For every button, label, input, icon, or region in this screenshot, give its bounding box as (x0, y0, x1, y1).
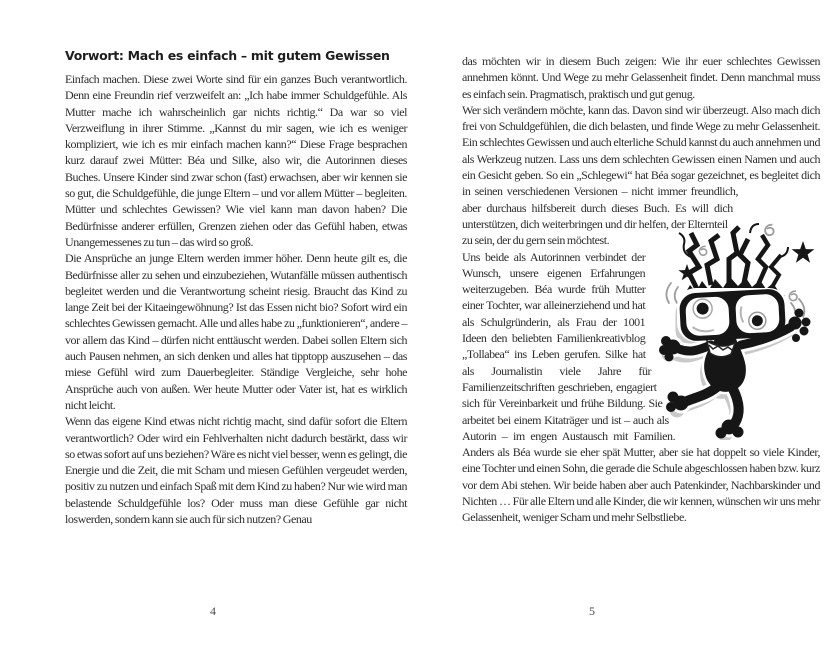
body-paragraph: das möchten wir in diesem Buch zeigen: Wie ihr euer schlechtes Gewissen annehmen könnt. Und Wege zu mehr Gelassenheit findet. Denn manchmal muss es einfach sein. Pragmatisch, praktisch und gut genug. (462, 54, 820, 101)
body-paragraph: Wenn das eigene Kind etwas nicht richtig macht, sind dafür sofort die Eltern verantwortlich? Oder wird ein Fehlverhalten nicht dadurch bestärkt, dass wir so etwas sofort auf uns beziehen? Wäre es nicht viel besser, wenn es gelingt, die Energie und die Zeit, die mit Scham und miesen Gefühlen vergeudet werden, positiv zu nutzen und einfach Spaß mit dem Kind zu haben? Nur wie wird man belastende Schuldgefühle los? Oder muss man diese Gefühle gar nicht loswerden, sondern kann sie auch für sich nutzen? Genau (65, 414, 407, 527)
body-paragraph: Wer sich verändern möchte, kann das. Davon sind wir überzeugt. Also mach dich frei von Schuldgefühlen, die dich belasten, und finde Wege zu mehr Gelassenheit. Ein schlechtes Gewissen und auch elterliche Schuld kannst du auch annehmen und als Werkzeug nutzen. Lass uns dem schlechten Gewissen einen Namen und auch ein Gesicht geben. So ein „Schlegewi“ hat Béa sogar gezeichnet, es begleitet dich in seinen verschiedenen Versionen – nicht immer freundlich, aber durchaus hilfsbereit durch dieses Buch. Es will dich unterstützen, dich weiterbringen und dir helfen, der Elternteil zu sein, der du gern sein möchtest. (462, 102, 820, 248)
body-paragraph: Einfach machen. Diese zwei Worte sind für ein ganzes Buch verantwortlich. Denn eine Freundin rief verzweifelt an: „Ich habe immer Schuldgefühle. Als Mutter mache ich wahrscheinlich gar nichts richtig.“ Da war so viel Verzweiflung in ihrer Stimme. „Kannst du mir sagen, wie ich es weniger kompliziert, wie ich es mir einfach machen kann?“ Diese Frage besprachen kurz darauf zwei Mütter: Béa und Silke, also wir, die Autorinnen dieses Buches. Unsere Kinder sind zwar schon (fast) erwachsen, aber wir kennen sie so gut, die Schuldgefühle, die junge Eltern – und vor allem Mütter – begleiten. Mütter und schlechtes Gewissen? Wie viel kann man davon haben? Die Bedürfnisse anderer erfüllen, Grenzen ziehen oder das Gefühl haben, etwas Unangemessenes zu tun – das wird so groß. (65, 72, 407, 249)
body-paragraph: Die Ansprüche an junge Eltern werden immer höher. Denn heute gilt es, die Bedürfnisse aller zu sehen und einzubeziehen, Wutanfälle müssen authentisch begleitet werden und die Verantwortung scheint riesig. Braucht das Kind zu lange Zeit bei der Kitaeingewöhnung? Ist das Essen nicht bio? Sofort wird ein schlechtes Gewissen gemacht. Alle und alles habe zu „funktionieren“, andere – vor allem das Kind – dürfen nicht enttäuscht werden. Dabei sollen Eltern sich auch Pausen nehmen, an sich denken und alles hat tipptopp auszusehen – das miese Gefühl wird zum Dauerbegleiter. Ständige Vergleiche, sehr hohe Ansprüche auch von außen. Wer heute Mutter oder Vater ist, hat es wirklich nicht leicht. (65, 251, 407, 412)
right-body (462, 53, 820, 526)
left-body (65, 71, 407, 527)
chapter-heading: Vorwort: Mach es einfach – mit gutem Gewissen (65, 48, 390, 63)
body-paragraph: Uns beide als Autorinnen verbindet der Wunsch, unsere eigenen Erfahrungen weiterzugeben. Béa wurde früh Mutter einer Tochter, war alleinerziehend und hat als Schulgründerin, als Frau der 1001 Ideen den beliebten Familienkreativblog „Tollabea“ ins Leben gerufen. Silke hat als Journalistin viele Jahre für Familienzeitschriften geschrieben, engagiert sich für Vereinbarkeit und frühe Bildung. Sie arbeitet bei einem Kitaträger und ist – auch als Autorin – im engen Austausch mit Familien. Anders als Béa wurde sie eher spät Mutter, aber sie hat doppelt so viele Kinder, eine Tochter und einen Sohn, die gerade die Schule abgeschlossen haben bzw. kurz vor dem Abi stehen. Wir beide haben aber auch Patenkinder, Nachbarskinder und Nichten … Für alle Eltern und alle Kinder, die wir kennen, wünschen wir uns mehr Gelassenheit, weniger Scham und mehr Selbstliebe. (462, 249, 820, 525)
page-right (462, 53, 820, 526)
star-icon (792, 241, 815, 263)
page-number-left: 4 (210, 604, 216, 618)
page-left (65, 48, 407, 527)
page-number-right: 5 (589, 604, 595, 618)
